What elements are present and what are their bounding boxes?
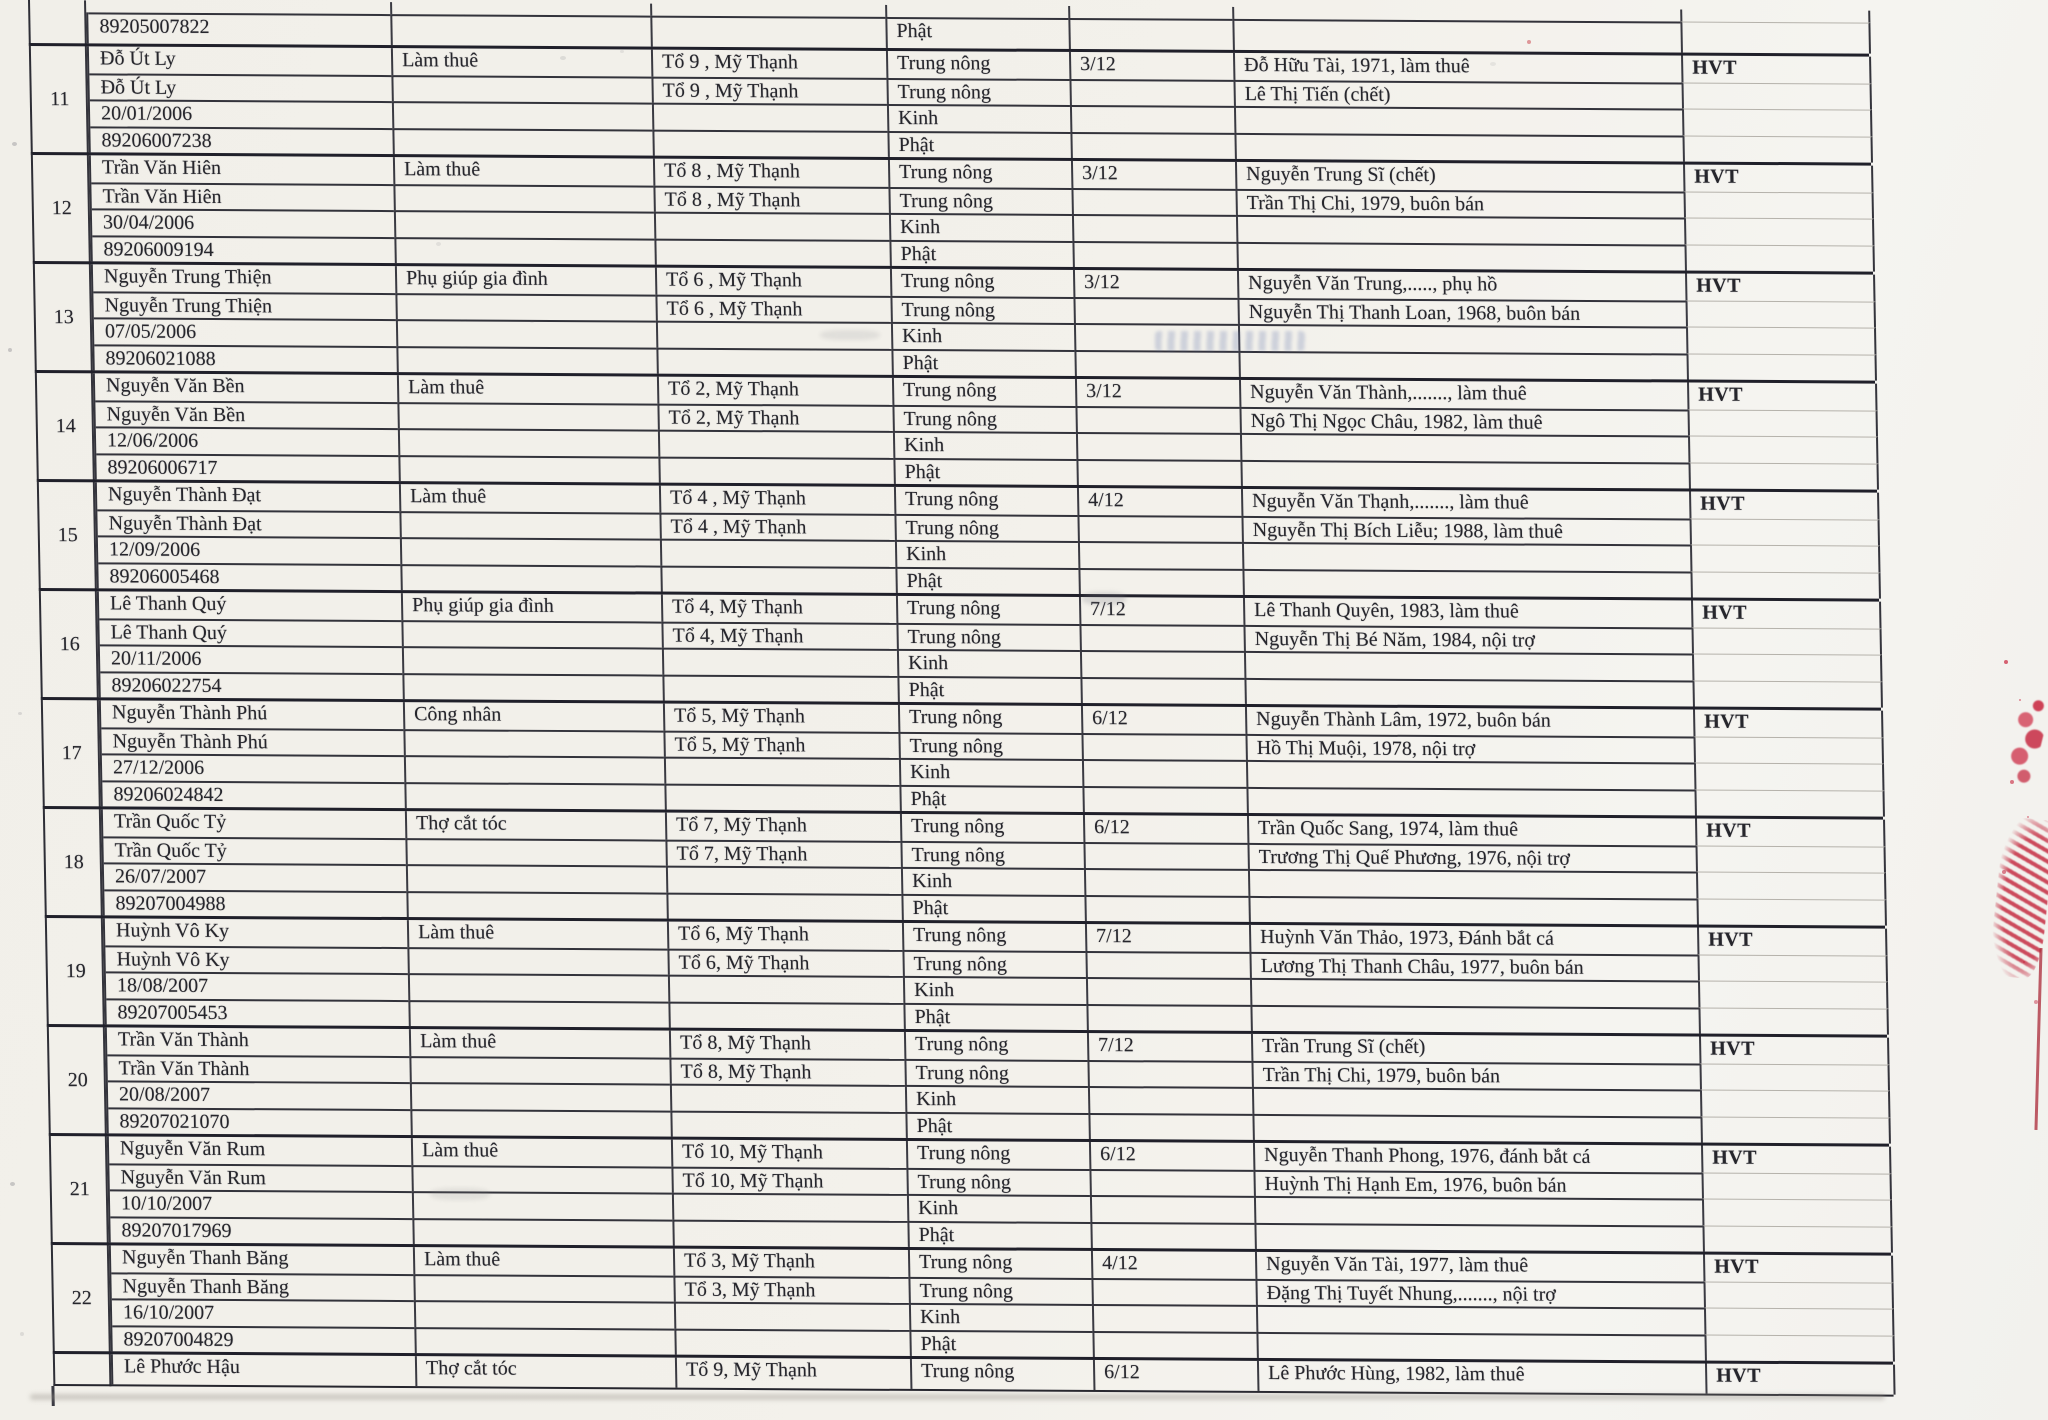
cell-ethnicity: Kinh: [901, 867, 1085, 895]
cell-dob: 07/05/2006: [94, 317, 397, 345]
cell-occupation: [390, 14, 651, 46]
cell-religion: Phật: [899, 784, 1083, 812]
table-row: [29, 43, 1871, 163]
cell-id-number: 89205007822: [88, 12, 391, 45]
cell-mark: HVT: [1693, 710, 1884, 738]
cell-name-repeat: Nguyễn Thanh Băng: [111, 1272, 414, 1300]
table-row: [33, 261, 1875, 381]
cell-fraction: 7/12: [1087, 1033, 1252, 1060]
cell-name-repeat: Nguyễn Thành Phú: [101, 727, 404, 755]
table-row: [37, 479, 1879, 599]
scan-speck: [530, 320, 534, 323]
entries: [29, 43, 1893, 1362]
cell-parent1: Huỳnh Văn Thảo, 1973, Đánh bắt cá: [1249, 925, 1698, 954]
cell-name: Lê Thanh Quý: [109, 592, 227, 616]
cell-fraction: [1068, 18, 1233, 50]
cell-class-repeat: Trung nông: [902, 949, 1086, 977]
red-ink-stain-upper: [2001, 691, 2048, 788]
cell-mark: HVT: [1703, 1255, 1894, 1283]
row-number: 14: [37, 373, 97, 479]
table-row: [51, 1242, 1893, 1362]
cell-dob: 10/10/2007: [110, 1189, 413, 1217]
row-number-cell: [55, 1354, 114, 1384]
row-number-cell: [30, 12, 89, 43]
scan-speck: [8, 348, 12, 352]
cell-parent1: Đỗ Hữu Tài, 1971, làm thuê: [1233, 53, 1682, 82]
cell-name: Nguyễn Thành Đạt: [107, 483, 262, 507]
cell-class-repeat: Trung nông: [888, 186, 1072, 214]
cell-class: Trung nông: [894, 487, 1078, 515]
cell-address: Tổ 10, Mỹ Thạnh: [671, 1140, 907, 1168]
cell-address-repeat: Tổ 6, Mỹ Thạnh: [667, 948, 903, 976]
cell-address-repeat: Tổ 2, Mỹ Thạnh: [657, 403, 893, 431]
cell-name: Trần Văn Hiên: [101, 156, 222, 180]
red-ink-line: [2034, 948, 2042, 1130]
cell-dob: 16/10/2007: [112, 1298, 415, 1326]
cell-ethnicity: Kinh: [895, 540, 1079, 568]
cell-occupation: Làm thuê: [393, 157, 654, 185]
cell-occupation: Làm thuê: [391, 48, 652, 76]
cell-parent2: Đặng Thị Tuyết Nhung,......., nội trợ: [1255, 1278, 1704, 1307]
pencil-smudge: [820, 330, 880, 340]
row-number: 18: [45, 809, 105, 915]
cell-parent1: Lê Phước Hùng, 1982, làm thuê: [1257, 1361, 1706, 1394]
cell-occupation: Phụ giúp gia đình: [395, 266, 656, 294]
cell-parent1: Nguyễn Văn Thành,......., làm thuê: [1239, 380, 1688, 409]
scan-speck: [12, 142, 17, 146]
cell-id-number: 89206009194: [92, 235, 395, 263]
cell-class-repeat: Trung nông: [892, 404, 1076, 432]
cell-parent2: Trương Thị Quế Phương, 1976, nội trợ: [1247, 842, 1696, 871]
cell-parent1: Nguyễn Văn Tài, 1977, làm thuê: [1255, 1252, 1704, 1281]
cell-class-repeat: Trung nông: [890, 295, 1074, 323]
row-number: 15: [39, 482, 99, 588]
cell-name: Lê Phước Hậu: [123, 1355, 241, 1379]
cell-class-repeat: Trung nông: [904, 1058, 1088, 1086]
row-number: 17: [43, 700, 103, 806]
cell-parent1: Lê Thanh Quyên, 1983, làm thuê: [1243, 598, 1692, 627]
cell-religion: Phật: [907, 1220, 1091, 1248]
cell-religion: Phật: [901, 893, 1085, 921]
cell-parent2: Nguyễn Thị Bé Năm, 1984, nội trợ: [1243, 624, 1692, 653]
cell-fraction: 6/12: [1083, 815, 1248, 842]
cell-mark: HVT: [1687, 383, 1878, 411]
cell-religion: Phật: [905, 1111, 1089, 1139]
table-row: [31, 152, 1873, 272]
row-number: 16: [41, 591, 101, 697]
cell-id-number: 89207017969: [110, 1216, 413, 1244]
cell-id-number: 89206021088: [94, 344, 397, 372]
cell-address: Tổ 3, Mỹ Thạnh: [673, 1249, 909, 1277]
cell-class-repeat: Trung nông: [894, 513, 1078, 541]
cell-occupation: Làm thuê: [407, 920, 668, 948]
cell-ethnicity: Kinh: [903, 976, 1087, 1004]
cell-fraction: 6/12: [1081, 706, 1246, 733]
cell-address-repeat: Tổ 4, Mỹ Thạnh: [661, 621, 897, 649]
cell-address: [650, 16, 886, 48]
cell-address-repeat: Tổ 8, Mỹ Thạnh: [669, 1057, 905, 1085]
cell-fraction: 4/12: [1077, 488, 1242, 515]
pencil-smudge: [430, 1188, 490, 1200]
cell-address-repeat: Tổ 4 , Mỹ Thạnh: [659, 512, 895, 540]
cell-id-number: 89207004829: [112, 1325, 415, 1353]
cell-name-repeat: Trần Quốc Tỷ: [103, 836, 406, 864]
cell-class-repeat: Trung nông: [900, 840, 1084, 868]
cell-fraction: 3/12: [1073, 270, 1238, 297]
cell-dob: 12/09/2006: [98, 535, 401, 563]
cell-parent1: Trần Quốc Sang, 1974, làm thuê: [1247, 816, 1696, 845]
cell-occupation: Làm thuê: [411, 1138, 672, 1166]
cell-class: Trung nông: [902, 923, 1086, 951]
table-row: [41, 697, 1883, 817]
cell-address-repeat: Tổ 9 , Mỹ Thạnh: [651, 76, 887, 104]
cell-address: Tổ 4, Mỹ Thạnh: [661, 595, 897, 623]
cell-name-repeat: Nguyễn Văn Rum: [109, 1163, 412, 1191]
cell-name: Nguyễn Văn Rum: [119, 1137, 266, 1161]
cell-name: Đỗ Út Ly: [99, 47, 176, 70]
cell-name: Nguyễn Văn Bền: [105, 374, 245, 398]
cell-name: Huỳnh Vô Ky: [115, 919, 230, 943]
table-row: [47, 1024, 1889, 1144]
scan-speck: [1490, 62, 1496, 66]
cell-parent2: Lương Thị Thanh Châu, 1977, buôn bán: [1249, 951, 1698, 980]
row-number: 12: [33, 155, 93, 261]
cell-dob: 27/12/2006: [102, 753, 405, 781]
table-row: [35, 370, 1877, 490]
cell-ethnicity: Kinh: [889, 213, 1073, 241]
cell-parent1: Nguyễn Văn Thạnh,......., làm thuê: [1241, 489, 1690, 518]
pencil-smudge: [1082, 592, 1126, 605]
cell-class: Trung nông: [896, 596, 1080, 624]
cell-mark: HVT: [1699, 1037, 1890, 1065]
row-number: 13: [35, 264, 95, 370]
cell-name-repeat: Trần Văn Hiên: [91, 182, 394, 210]
cell-id-number: 89206006717: [96, 453, 399, 481]
cell-occupation: Làm thuê: [399, 484, 660, 512]
cell-address-repeat: Tổ 3, Mỹ Thạnh: [673, 1275, 909, 1303]
cell-occupation: Công nhân: [403, 702, 664, 730]
cell-class: Trung nông: [908, 1250, 1092, 1278]
cell-mark: HVT: [1681, 56, 1872, 84]
cell-dob: 30/04/2006: [92, 208, 395, 236]
cell-class-repeat: Trung nông: [898, 731, 1082, 759]
cell-ethnicity: Kinh: [907, 1194, 1091, 1222]
cell-parent1: Nguyễn Trung Sĩ (chết): [1235, 162, 1684, 191]
cell-mark: HVT: [1701, 1146, 1892, 1174]
cell-parent2: Hồ Thị Muội, 1978, nội trợ: [1245, 733, 1694, 762]
cell-name: Nguyễn Thanh Băng: [121, 1246, 289, 1270]
cell-parents: [1232, 19, 1681, 53]
cell-address: Tổ 8 , Mỹ Thạnh: [653, 159, 889, 187]
cell-mark: HVT: [1697, 928, 1888, 956]
register-table: [28, 0, 1894, 1397]
cell-parent2: Trần Thị Chi, 1979, buôn bán: [1235, 188, 1684, 217]
cell-parent2: Nguyễn Thị Thanh Loan, 1968, buôn bán: [1237, 297, 1686, 326]
cell-name-repeat: Đỗ Út Ly: [89, 73, 392, 101]
row-number: 19: [47, 918, 107, 1024]
cell-parent1: Nguyễn Thành Lâm, 1972, buôn bán: [1245, 707, 1694, 736]
cell-class: Trung nông: [898, 705, 1082, 733]
cell-dob: 26/07/2007: [104, 862, 407, 890]
cell-religion: Phật: [889, 239, 1073, 267]
cell-id-number: 89207021070: [108, 1107, 411, 1135]
cell-parent1: Trần Trung Sĩ (chết): [1251, 1034, 1700, 1063]
cell-parent2: Huỳnh Thị Hạnh Em, 1976, buôn bán: [1253, 1169, 1702, 1198]
cell-religion: Phật: [891, 348, 1075, 376]
cell-class-repeat: Trung nông: [886, 77, 1070, 105]
cell-religion: Phật: [909, 1329, 1093, 1357]
table-row: [49, 1133, 1891, 1253]
cell-fraction: 6/12: [1089, 1142, 1254, 1169]
cell-mark: HVT: [1691, 601, 1882, 629]
cell-name: Trần Văn Thành: [117, 1028, 250, 1052]
cell-class: Trung nông: [892, 378, 1076, 406]
cell-fraction: 3/12: [1071, 161, 1236, 188]
cell-address: Tổ 8, Mỹ Thạnh: [669, 1031, 905, 1059]
cell-address-repeat: Tổ 7, Mỹ Thạnh: [665, 839, 901, 867]
cell-id-number: 89207005453: [106, 998, 409, 1026]
cell-address: Tổ 4 , Mỹ Thạnh: [659, 486, 895, 514]
scan-speck: [560, 56, 566, 60]
cell-ethnicity: Kinh: [899, 758, 1083, 786]
cell-dob: 20/01/2006: [90, 99, 393, 127]
cell-parent1: Nguyễn Văn Trung,....., phụ hồ: [1237, 271, 1686, 300]
cell-class: Trung nông: [910, 1359, 1094, 1390]
cell-fraction: 3/12: [1075, 379, 1240, 406]
cell-id-number: 89206022754: [100, 671, 403, 699]
cell-class: Trung nông: [904, 1032, 1088, 1060]
scan-speck: [20, 1332, 24, 1336]
cell-class-repeat: Trung nông: [908, 1276, 1092, 1304]
row-number: 22: [53, 1245, 113, 1351]
scan-speck: [620, 50, 624, 53]
table-row: [39, 588, 1881, 708]
cell-religion: Phật: [887, 130, 1071, 158]
cell-class-repeat: Trung nông: [896, 622, 1080, 650]
cell-ethnicity: Kinh: [905, 1085, 1089, 1113]
cell-id-number: 89206005468: [98, 562, 401, 590]
cell-parent1: Nguyễn Thanh Phong, 1976, đánh bắt cá: [1253, 1143, 1702, 1172]
cell-id-number: 89206007238: [90, 126, 393, 154]
cell-religion: Phật: [885, 17, 1069, 49]
cell-address-repeat: Tổ 8 , Mỹ Thạnh: [653, 185, 889, 213]
cell-fraction: 3/12: [1069, 52, 1234, 79]
cell-mark: HVT: [1683, 165, 1874, 193]
cell-ethnicity: Kinh: [897, 649, 1081, 677]
cell-mark: HVT: [1685, 274, 1876, 302]
cell-address-repeat: Tổ 6 , Mỹ Thạnh: [655, 294, 891, 322]
cell-occupation: Thợ cắt tóc: [405, 811, 666, 839]
cell-dob: 18/08/2007: [106, 971, 409, 999]
cell-ethnicity: Kinh: [893, 431, 1077, 459]
cell-occupation: Phụ giúp gia đình: [401, 593, 662, 621]
scan-speck: [436, 242, 441, 246]
cell-mark: HVT: [1695, 819, 1886, 847]
cell-class-repeat: Trung nông: [906, 1167, 1090, 1195]
cell-class: Trung nông: [900, 814, 1084, 842]
cell-religion: Phật: [897, 675, 1081, 703]
cell-name-repeat: Nguyễn Trung Thiện: [93, 291, 396, 319]
blue-ink-bleedthrough: [1155, 331, 1305, 351]
cell-class: Trung nông: [906, 1141, 1090, 1169]
cell-name-repeat: Lê Thanh Quý: [99, 618, 402, 646]
cell-occupation: Thợ cắt tóc: [415, 1356, 676, 1387]
cell-class: Trung nông: [888, 160, 1072, 188]
red-ink-specks: [2004, 660, 2008, 664]
cell-address-repeat: Tổ 5, Mỹ Thạnh: [663, 730, 899, 758]
red-speck: [1527, 40, 1531, 44]
cell-dob: 20/11/2006: [100, 644, 403, 672]
cell-ethnicity: Kinh: [891, 322, 1075, 350]
scan-speck: [10, 1182, 15, 1186]
cell-name: Nguyễn Thành Phú: [111, 701, 268, 725]
page-edge-shadow: [30, 1394, 1885, 1400]
cell-dob: 20/08/2007: [108, 1080, 411, 1108]
cell-address: Tổ 6, Mỹ Thạnh: [667, 922, 903, 950]
cell-id-number: 89206024842: [102, 780, 405, 808]
table-row: [45, 915, 1887, 1035]
cell-name: Trần Quốc Tỷ: [113, 810, 227, 834]
cell-religion: Phật: [895, 566, 1079, 594]
cell-religion: Phật: [903, 1002, 1087, 1030]
row-number: 21: [51, 1136, 111, 1242]
cell-name-repeat: Nguyễn Thành Đạt: [97, 509, 400, 537]
cell-fraction: 6/12: [1093, 1360, 1258, 1391]
cell-class: Trung nông: [886, 51, 1070, 79]
scan-speck: [18, 712, 22, 715]
cell-address: Tổ 5, Mỹ Thạnh: [663, 704, 899, 732]
cell-occupation: Làm thuê: [413, 1247, 674, 1275]
cell-dob: 12/06/2006: [96, 426, 399, 454]
cell-name-repeat: Huỳnh Vô Ky: [105, 945, 408, 973]
cell-class: Trung nông: [890, 269, 1074, 297]
cell-mark: [1680, 22, 1871, 54]
cell-name-repeat: Trần Văn Thành: [107, 1054, 410, 1082]
table-row: [43, 806, 1885, 926]
cell-id-number: 89207004988: [104, 889, 407, 917]
cell-religion: Phật: [893, 457, 1077, 485]
cell-address: Tổ 9, Mỹ Thạnh: [675, 1358, 911, 1389]
cell-parent2: Ngô Thị Ngọc Châu, 1982, làm thuê: [1239, 406, 1688, 435]
cell-mark: HVT: [1705, 1364, 1896, 1395]
cell-ethnicity: Kinh: [909, 1303, 1093, 1331]
cell-address-repeat: Tổ 10, Mỹ Thạnh: [671, 1166, 907, 1194]
cell-fraction: 4/12: [1091, 1251, 1256, 1278]
cell-occupation: Làm thuê: [397, 375, 658, 403]
cell-address: Tổ 7, Mỹ Thạnh: [665, 813, 901, 841]
cell-parent2: Trần Thị Chi, 1979, buôn bán: [1251, 1060, 1700, 1089]
cell-occupation: Làm thuê: [409, 1029, 670, 1057]
cell-parent2: Lê Thị Tiến (chết): [1233, 79, 1682, 108]
cell-address: Tổ 9 , Mỹ Thạnh: [651, 50, 887, 78]
cell-parent2: Nguyễn Thị Bích Liễu; 1988, làm thuê: [1241, 515, 1690, 544]
row-number: 11: [31, 46, 91, 152]
cell-fraction: 7/12: [1079, 597, 1244, 624]
cell-name-repeat: Nguyễn Văn Bền: [95, 400, 398, 428]
row-number: 20: [49, 1027, 109, 1133]
cell-fraction: 7/12: [1085, 924, 1250, 951]
cell-ethnicity: Kinh: [887, 104, 1071, 132]
cell-mark: HVT: [1689, 492, 1880, 520]
cell-address: Tổ 6 , Mỹ Thạnh: [655, 268, 891, 296]
cell-name: Nguyễn Trung Thiện: [103, 265, 272, 289]
cell-address: Tổ 2, Mỹ Thạnh: [657, 377, 893, 405]
